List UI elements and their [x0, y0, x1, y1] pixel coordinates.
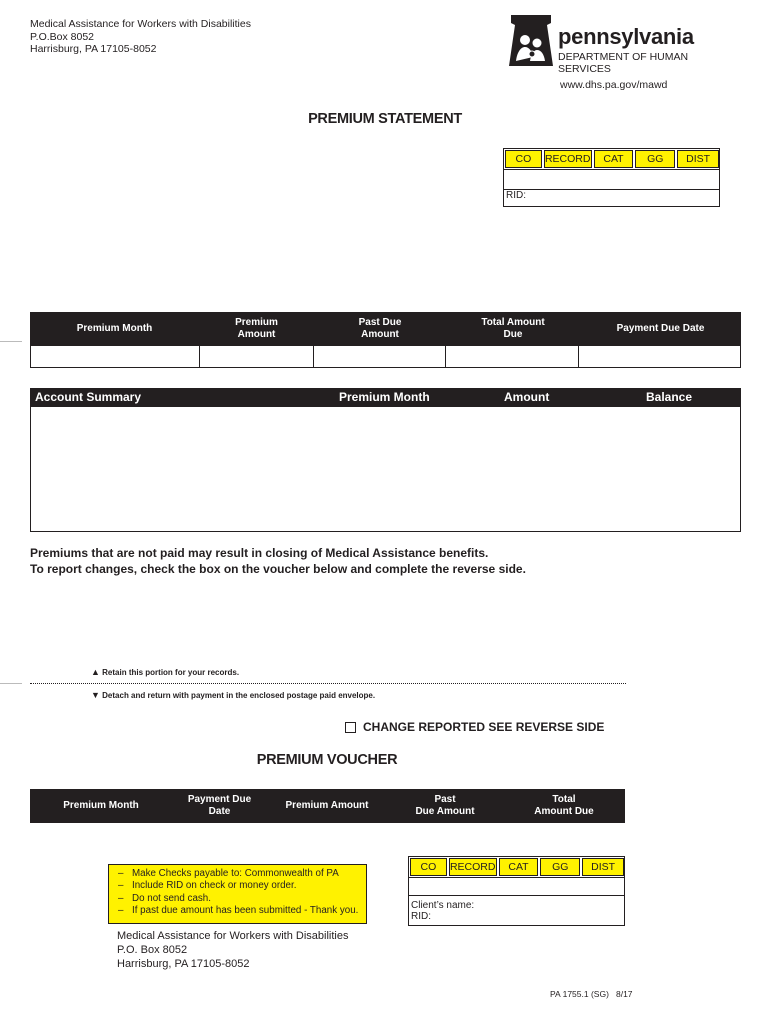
statement-code-box	[503, 148, 720, 207]
voucher-code-dist: DIST	[582, 858, 624, 876]
instruction-item: – Make Checks payable to: Commonwealth of PA	[118, 868, 339, 879]
detach-text: Detach and return with payment in the enclosed postage paid envelope.	[102, 691, 376, 700]
total-amount-due-cell	[446, 346, 580, 367]
col-payment-due-date: Payment Due Date	[616, 323, 705, 334]
payment-due-date-cell	[579, 346, 740, 367]
sender-address	[30, 18, 251, 56]
account-premium-month-label: Premium Month	[339, 390, 430, 404]
voucher-col-payment-due-date: Payment Due Date	[187, 794, 252, 817]
voucher-code-gg: GG	[540, 858, 580, 876]
pa-dhs-logo	[508, 14, 738, 75]
premium-notice	[30, 545, 526, 577]
margin-tick	[0, 683, 22, 684]
detach-line	[30, 683, 626, 684]
past-due-amount-cell	[314, 346, 446, 367]
voucher-code-cat: CAT	[499, 858, 539, 876]
sender-city: Harrisburg, PA 17105-8052	[30, 43, 157, 56]
col-past-due-amount: Past Due Amount	[358, 317, 402, 340]
code-header-row	[504, 149, 719, 168]
instruction-item: – If past due amount has been submitted - Thank you.	[118, 904, 359, 916]
detach-note	[91, 690, 375, 700]
client-info-row	[409, 895, 624, 925]
change-reported-label: CHANGE REPORTED SEE REVERSE SIDE	[363, 720, 605, 734]
account-amount-label: Amount	[504, 390, 550, 404]
change-reported-option[interactable]	[345, 720, 604, 734]
instruction-item: – Include RID on check or money order.	[118, 880, 297, 892]
client-name-label: Client’s name:	[411, 900, 475, 911]
voucher-rid-label: RID:	[411, 911, 431, 922]
voucher-col-past-due-amount: Past Due Amount	[415, 794, 475, 817]
website-url[interactable]: www.dhs.pa.gov/mawd	[560, 79, 668, 91]
premium-amount-cell	[200, 346, 315, 367]
logo-department: DEPARTMENT OF HUMAN SERVICES	[558, 51, 689, 75]
sender-name: Medical Assistance for Workers with Disabilities	[30, 18, 251, 30]
premium-statement-title: PREMIUM STATEMENT	[308, 111, 462, 127]
statement-table-row	[30, 346, 741, 368]
rid-row	[504, 189, 719, 207]
change-reported-checkbox[interactable]	[345, 722, 356, 733]
premium-voucher-title: PREMIUM VOUCHER	[256, 752, 398, 768]
notice-line-2: To report changes, check the box on the voucher below and complete the reverse side.	[30, 562, 526, 576]
instruction-item: – Do not send cash.	[118, 892, 211, 904]
voucher-table-header	[30, 789, 625, 823]
voucher-code-header-row	[409, 857, 624, 876]
rid-label: RID:	[506, 190, 526, 201]
code-dist: DIST	[677, 150, 719, 168]
sender-pobox: P.O.Box 8052	[30, 30, 95, 43]
voucher-col-premium-amount: Premium Amount	[285, 800, 369, 811]
col-premium-amount: Premium Amount	[235, 317, 278, 340]
voucher-code-value-row	[409, 877, 624, 895]
retain-note	[91, 667, 239, 677]
return-name: Medical Assistance for Workers with Disabilities	[117, 930, 349, 942]
arrow-down-icon: ▼	[91, 690, 100, 700]
code-value-row	[504, 169, 719, 189]
return-pobox: P.O. Box 8052	[117, 944, 188, 956]
keystone-icon	[508, 14, 554, 68]
code-co: CO	[505, 150, 542, 168]
col-premium-month: Premium Month	[76, 323, 153, 334]
form-number: PA 1755.1 (SG) 8/17	[550, 989, 633, 999]
voucher-code-box	[408, 856, 625, 926]
account-summary-label: Account Summary	[35, 390, 142, 404]
col-total-amount-due: Total Amount Due	[481, 317, 545, 340]
account-balance-label: Balance	[646, 390, 693, 404]
voucher-code-record: RECORD	[449, 858, 497, 876]
premium-month-cell	[31, 346, 200, 367]
arrow-up-icon: ▲	[91, 667, 100, 677]
return-address	[117, 929, 348, 971]
retain-text: Retain this portion for your records.	[102, 668, 240, 677]
notice-line-1: Premiums that are not paid may result in closing of Medical Assistance benefits.	[30, 546, 489, 560]
logo-wordmark: pennsylvania	[558, 24, 694, 49]
voucher-col-premium-month: Premium Month	[63, 800, 139, 811]
code-record: RECORD	[544, 150, 592, 168]
statement-table-header	[30, 312, 741, 346]
margin-tick	[0, 341, 22, 342]
code-cat: CAT	[594, 150, 634, 168]
account-summary-body	[30, 407, 741, 532]
payment-instructions	[108, 864, 367, 924]
voucher-code-co: CO	[410, 858, 447, 876]
voucher-col-total-amount-due: Total Amount Due	[534, 794, 594, 817]
code-gg: GG	[635, 150, 675, 168]
return-city: Harrisburg, PA 17105-8052	[117, 958, 250, 970]
account-summary-header	[30, 388, 741, 407]
